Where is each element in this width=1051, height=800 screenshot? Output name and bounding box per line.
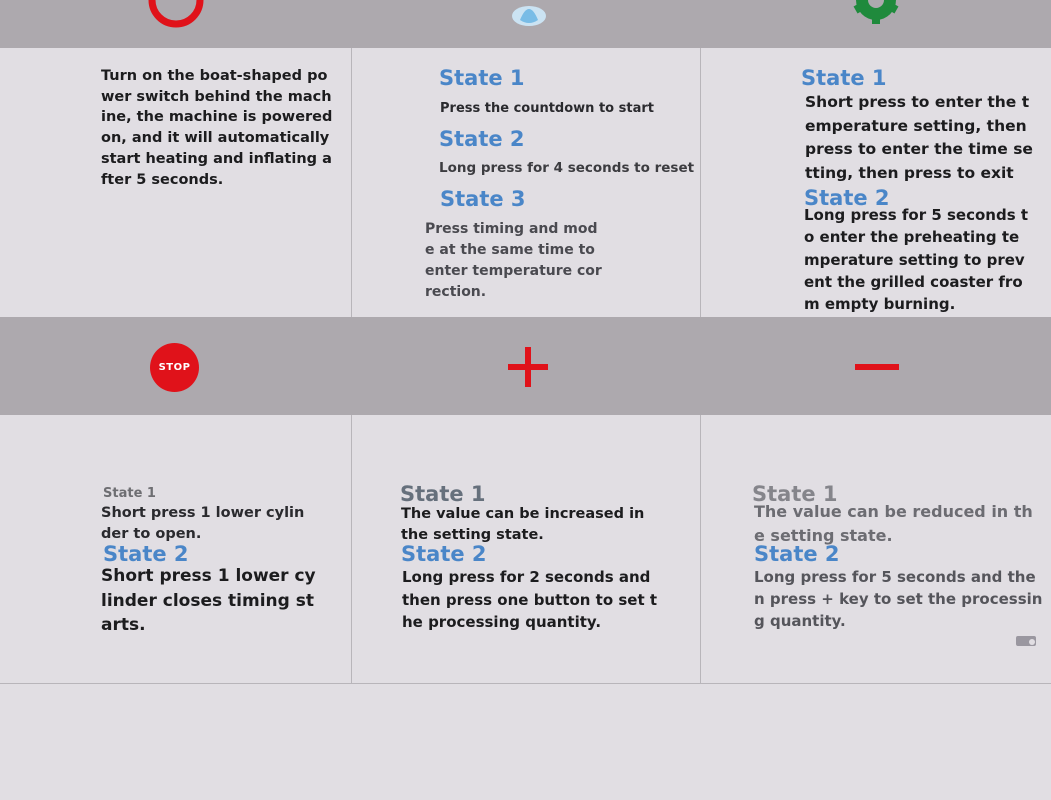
timer-state3-text: Press timing and mod e at the same time to enter temperature cor rection.: [425, 221, 602, 300]
divider: [700, 48, 701, 317]
timer-state3-label: State 3: [440, 187, 526, 211]
bottom-divider: [0, 683, 1051, 684]
plus-state1-label: State 1: [400, 482, 486, 506]
timer-state1-label: State 1: [439, 66, 525, 90]
watermark-icon: [1014, 632, 1040, 652]
minus-state2-label: State 2: [754, 542, 840, 566]
gear-icon: [850, 0, 902, 24]
minus-state2-text: Long press for 5 seconds and the n press + key to set the processin g quantity.: [754, 568, 1043, 630]
settings-state1-text: Short press to enter the t emperature setting, then press to enter the time se tting, then press to exit: [805, 93, 1033, 182]
settings-state2-label: State 2: [804, 186, 890, 210]
stop-sign-icon: [150, 343, 199, 392]
plus-state2-text: Long press for 2 seconds and then press one button to set t he processing quantity.: [402, 568, 658, 631]
divider: [351, 415, 352, 683]
timer-state1-text: Press the countdown to start: [440, 101, 654, 116]
stop-state1-text: Short press 1 lower cylin der to open.: [101, 505, 305, 542]
plus-icon: [506, 345, 550, 389]
plus-state1-text: The value can be increased in the setting state.: [401, 506, 645, 543]
settings-state1-label: State 1: [801, 66, 887, 90]
stop-state2-label: State 2: [103, 542, 189, 566]
settings-state2-text: Long press for 5 seconds t o enter the preheating te mperature setting to prev ent the grilled coaster fro m empty burning.: [804, 206, 1029, 314]
stop-state2-text: Short press 1 lower cy linder closes timing st arts.: [101, 566, 316, 635]
power-ring-icon: [148, 0, 204, 28]
stop-state1-label: State 1: [103, 486, 156, 501]
minus-state1-text: The value can be reduced in th e setting state.: [754, 502, 1033, 545]
water-drop-icon: [510, 0, 548, 28]
power-description: Turn on the boat-shaped po wer switch behind the mach ine, the machine is powered on, and it will automatically start heating and inflating a fter 5 seconds.: [101, 68, 333, 188]
minus-state1-label: State 1: [752, 482, 838, 506]
plus-state2-label: State 2: [401, 542, 487, 566]
timer-state2-text: Long press for 4 seconds to reset: [439, 160, 695, 176]
minus-icon: [855, 362, 899, 372]
divider: [351, 48, 352, 317]
stop-icon-text: STOP: [158, 362, 191, 373]
divider: [700, 415, 701, 683]
timer-state2-label: State 2: [439, 127, 525, 151]
